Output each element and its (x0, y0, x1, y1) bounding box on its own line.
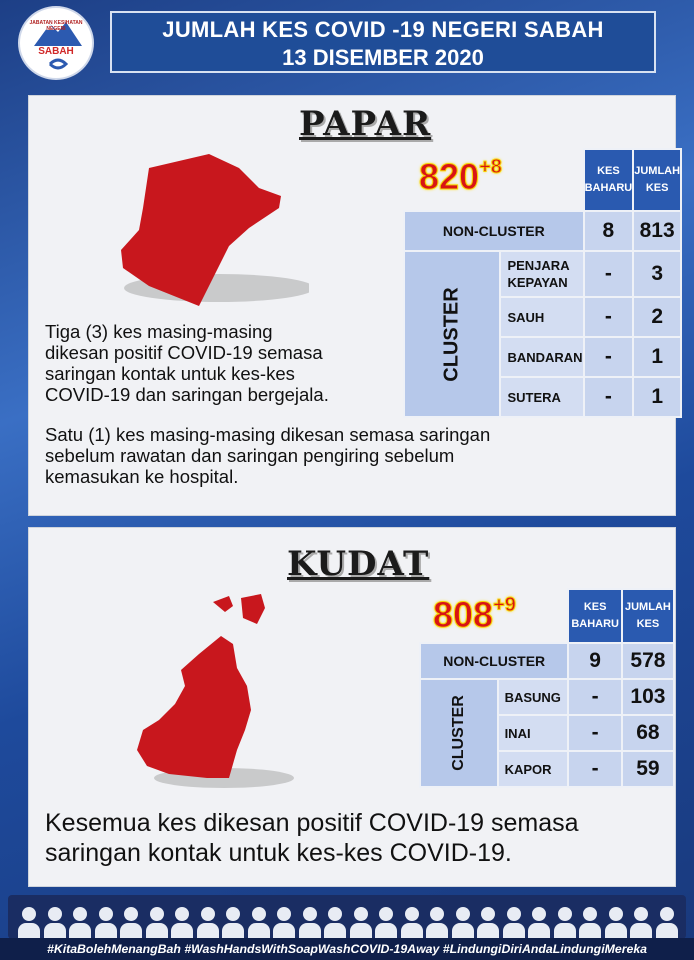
kudat-panel (28, 527, 676, 887)
non-cluster-label: NON-CLUSTER (404, 211, 584, 251)
person-icon (630, 907, 652, 939)
person-icon (95, 907, 117, 939)
kudat-total: 808 (433, 594, 494, 635)
person-icon (248, 907, 270, 939)
cluster-new: - (568, 751, 621, 787)
cluster-name: KAPOR (498, 751, 569, 787)
kudat-map (129, 590, 309, 790)
person-icon (605, 907, 627, 939)
person-icon (324, 907, 346, 939)
cluster-total: 59 (622, 751, 674, 787)
person-icon (656, 907, 678, 939)
cluster-total: 2 (633, 297, 681, 337)
person-icon (554, 907, 576, 939)
logo-caption: JABATAN KESIHATAN NEGERI (29, 20, 83, 32)
page-date: 13 DISEMBER 2020 (282, 45, 484, 70)
footer-people-illustration (8, 895, 686, 939)
papar-total: 820 (419, 156, 480, 197)
cluster-total: 1 (633, 337, 681, 377)
cluster-new: - (584, 251, 634, 297)
person-icon (401, 907, 423, 939)
kudat-description: Kesemua kes dikesan positif COVID-19 semasa saringan kontak untuk kes-kes COVID-19. (45, 809, 579, 867)
cluster-total: 3 (633, 251, 681, 297)
mountain-icon (20, 8, 94, 80)
person-icon (120, 907, 142, 939)
cluster-name: BANDARAN (500, 337, 583, 377)
sabah-health-logo (18, 6, 94, 80)
person-icon (44, 907, 66, 939)
cluster-label: CLUSTER (404, 251, 500, 417)
person-icon (528, 907, 550, 939)
cluster-label: CLUSTER (420, 679, 498, 787)
cluster-total: 103 (622, 679, 674, 715)
person-icon (375, 907, 397, 939)
cluster-total: 68 (622, 715, 674, 751)
papar-map (109, 148, 309, 318)
col-total-cases: JUMLAH KES (633, 149, 681, 211)
person-icon (197, 907, 219, 939)
person-icon (18, 907, 40, 939)
kudat-case-table (419, 588, 675, 788)
person-icon (299, 907, 321, 939)
person-icon (273, 907, 295, 939)
footer-hashtags: #KitaBolehMenangBah #WashHandsWithSoapWashCOVID-19Away #LindungiDiriAndaLindungiMereka (0, 938, 694, 960)
papar-increase: +8 (479, 156, 502, 178)
non-cluster-total: 578 (622, 643, 674, 679)
person-icon (452, 907, 474, 939)
non-cluster-total: 813 (633, 211, 681, 251)
page-title: JUMLAH KES COVID -19 NEGERI SABAH (162, 17, 604, 42)
kudat-increase: +9 (493, 594, 516, 616)
cluster-new: - (568, 715, 621, 751)
col-new-cases: KES BAHARU (568, 589, 621, 643)
papar-description-1: Tiga (3) kes masing-masing dikesan positif COVID-19 semasa saringan kontak untuk kes-kes COVID-19 dan saringan bergejala. (45, 321, 329, 405)
cluster-new: - (584, 297, 634, 337)
person-icon (503, 907, 525, 939)
person-icon (579, 907, 601, 939)
non-cluster-label: NON-CLUSTER (420, 643, 568, 679)
cluster-name: SAUH (500, 297, 583, 337)
col-new-cases: KES BAHARU (584, 149, 634, 211)
cluster-new: - (584, 337, 634, 377)
papar-panel (28, 95, 681, 516)
cluster-name: PENJARA KEPAYAN (500, 251, 583, 297)
papar-description-2: Satu (1) kes masing-masing dikesan semasa saringan sebelum rawatan dan saringan pengiring sebelum kemasukan ke hospital. (45, 424, 491, 487)
non-cluster-new: 8 (584, 211, 634, 251)
person-icon (171, 907, 193, 939)
cluster-name: BASUNG (498, 679, 569, 715)
col-total-cases: JUMLAH KES (622, 589, 674, 643)
logo-name: SABAH (38, 46, 74, 57)
person-icon (426, 907, 448, 939)
person-icon (146, 907, 168, 939)
papar-case-table (403, 148, 682, 418)
person-icon (222, 907, 244, 939)
cluster-total: 1 (633, 377, 681, 417)
cluster-new: - (584, 377, 634, 417)
header-banner (110, 11, 656, 73)
kudat-title: KUDAT (287, 544, 430, 584)
cluster-name: SUTERA (500, 377, 583, 417)
papar-title: PAPAR (299, 104, 432, 144)
non-cluster-new: 9 (568, 643, 621, 679)
person-icon (69, 907, 91, 939)
cluster-name: INAI (498, 715, 569, 751)
person-icon (477, 907, 499, 939)
person-icon (350, 907, 372, 939)
cluster-new: - (568, 679, 621, 715)
